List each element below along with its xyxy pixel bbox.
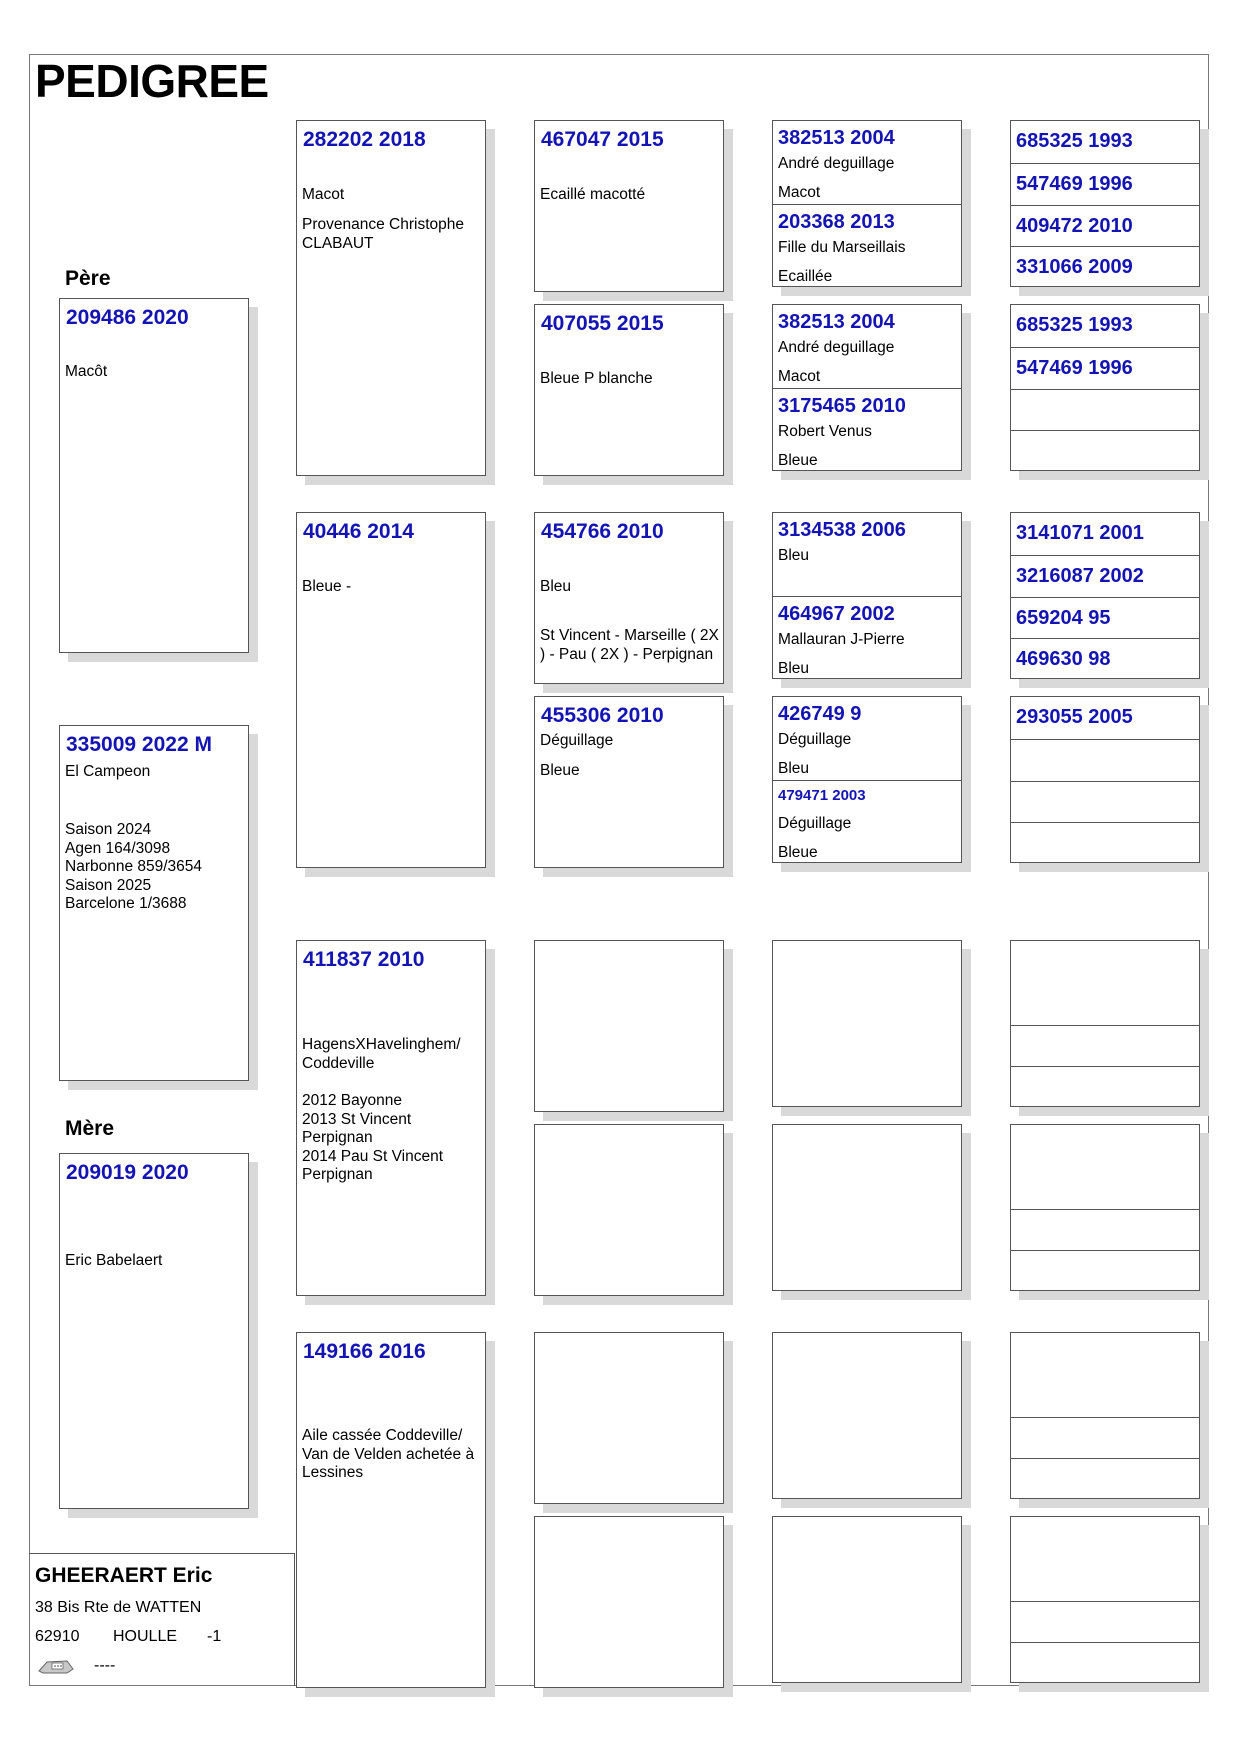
page-title: PEDIGREE [35, 55, 269, 107]
gen5-cell [1011, 1642, 1199, 1684]
gen5-cell [1011, 597, 1199, 639]
gen5-cell [1011, 822, 1199, 864]
gen5-cell [1011, 1250, 1199, 1292]
name: Macot [302, 186, 345, 203]
gen2-dam-dam [296, 1332, 486, 1688]
gen5-box [1010, 696, 1200, 863]
note-line: Agen 164/3098 [65, 839, 171, 857]
name: Bleue - [302, 578, 352, 595]
pere-label: Père [65, 267, 111, 290]
ring: 407055 2015 [541, 312, 664, 335]
gen3-empty-box [534, 1332, 724, 1504]
gen4-cell [773, 1600, 961, 1684]
gen4-cell [773, 1208, 961, 1292]
ring: 479471 2003 [778, 787, 866, 804]
notes: St Vincent - Marseille ( 2X ) - Pau ( 2X ) - Perpignan [540, 627, 719, 663]
name: Bleu [778, 547, 810, 564]
gen4-cell [773, 780, 961, 864]
note-line: 2013 St Vincent Perpignan [302, 1110, 412, 1147]
name: Aile cassée Coddeville/ Van de Velden achetée à Lessines [302, 1427, 475, 1482]
sire-card [59, 298, 249, 653]
ring: 382513 2004 [778, 127, 895, 149]
gen5-cell [1011, 121, 1199, 163]
color: Bleue [778, 844, 818, 861]
gen5-cell [1011, 1066, 1199, 1108]
gen5-cell [1011, 781, 1199, 823]
note-line: Saison 2025 [65, 876, 152, 894]
note-line: Barcelone 1/3688 [65, 895, 187, 913]
notes: Bleue [540, 762, 580, 779]
gen3-box [534, 512, 724, 684]
name: André deguillage [778, 339, 895, 356]
gen5-empty-box [1010, 940, 1200, 1107]
gen5-empty-box [1010, 1516, 1200, 1683]
ring: 409472 2010 [1016, 215, 1133, 237]
gen4-cell [773, 1416, 961, 1500]
gen5-cell [1011, 305, 1199, 347]
phone-icon [37, 1658, 75, 1674]
owner-postcode: 62910 [35, 1628, 80, 1645]
owner-name: GHEERAERT Eric [35, 1564, 213, 1587]
dam-card [59, 1153, 249, 1509]
gen4-empty-box [772, 1332, 962, 1499]
gen4-cell [773, 596, 961, 680]
gen4-cell [773, 697, 961, 780]
gen4-empty-box [772, 1516, 962, 1683]
gen5-cell [1011, 555, 1199, 597]
ring: 464967 2002 [778, 603, 895, 625]
gen2-sire-sire [296, 120, 486, 476]
ring: 3141071 2001 [1016, 522, 1144, 544]
gen5-cell [1011, 1559, 1199, 1601]
gen5-box [1010, 120, 1200, 287]
gen2-dam-sire [296, 940, 486, 1296]
gen4-cell [773, 121, 961, 204]
gen5-cell [1011, 513, 1199, 555]
gen5-cell [1011, 697, 1199, 739]
note-line: 2014 Pau St Vincent Perpignan [302, 1147, 444, 1184]
gen5-cell [1011, 1417, 1199, 1459]
gen4-cell [773, 305, 961, 388]
gen5-empty-box [1010, 1124, 1200, 1291]
dam-name: Eric Babelaert [65, 1252, 163, 1269]
ring: 547469 1996 [1016, 357, 1133, 379]
gen4-cell [773, 204, 961, 288]
gen5-box [1010, 304, 1200, 471]
color: Bleu [778, 660, 810, 677]
owner-block [29, 1553, 295, 1686]
color: Macot [778, 184, 821, 201]
gen5-cell [1011, 163, 1199, 205]
color: Bleu [778, 760, 810, 777]
gen5-cell [1011, 739, 1199, 781]
ring: 547469 1996 [1016, 173, 1133, 195]
gen3-empty-box [534, 1516, 724, 1688]
gen4-box [772, 696, 962, 863]
name: Ecaillé macotté [540, 186, 646, 203]
gen5-cell [1011, 638, 1199, 680]
ring: 293055 2005 [1016, 706, 1133, 728]
gen5-cell [1011, 246, 1199, 288]
gen5-box [1010, 512, 1200, 679]
gen5-empty-box [1010, 1332, 1200, 1499]
ring: 203368 2013 [778, 211, 895, 233]
gen4-cell [773, 1024, 961, 1108]
ring: 3216087 2002 [1016, 565, 1144, 587]
gen4-empty-box [772, 940, 962, 1107]
gen3-box [534, 304, 724, 476]
ring: 282202 2018 [303, 128, 426, 151]
gen3-empty-box [534, 1124, 724, 1296]
ring: 469630 98 [1016, 648, 1111, 670]
color: Ecaillée [778, 268, 833, 285]
ring: 331066 2009 [1016, 256, 1133, 278]
name: Fille du Marseillais [778, 239, 906, 256]
owner-suffix: -1 [207, 1628, 222, 1645]
gen5-cell [1011, 1458, 1199, 1500]
gen5-cell [1011, 347, 1199, 389]
owner-address: 38 Bis Rte de WATTEN [35, 1599, 202, 1616]
ring: 659204 95 [1016, 607, 1111, 629]
subject-ring: 335009 2022 M [66, 733, 212, 756]
note-line: 2012 Bayonne [302, 1092, 402, 1109]
subject-notes [65, 821, 244, 914]
ring: 3134538 2006 [778, 519, 906, 541]
gen4-cell [773, 513, 961, 596]
ring: 455306 2010 [541, 704, 664, 727]
owner-phone: ---- [94, 1657, 116, 1674]
gen5-cell [1011, 1375, 1199, 1417]
ring: 411837 2010 [303, 948, 425, 971]
gen5-cell [1011, 389, 1199, 431]
gen5-cell [1011, 430, 1199, 472]
sire-name: Macôt [65, 363, 108, 380]
note-line: Narbonne 859/3654 [65, 858, 203, 876]
gen3-box [534, 696, 724, 868]
mere-label: Mère [65, 1117, 115, 1140]
ring: 685325 1993 [1016, 130, 1133, 152]
gen5-cell [1011, 205, 1199, 247]
name: Bleu [540, 578, 572, 595]
subject-card [59, 725, 249, 1081]
name: Déguillage [778, 815, 852, 832]
gen5-cell [1011, 1601, 1199, 1643]
gen4-cell [773, 388, 961, 472]
name: André deguillage [778, 155, 895, 172]
gen4-box [772, 304, 962, 471]
name: HagensXHavelinghem/ Coddeville [302, 1036, 461, 1072]
ring: 426749 9 [778, 703, 862, 725]
ring: 454766 2010 [541, 520, 664, 543]
ring: 685325 1993 [1016, 314, 1133, 336]
name: Mallauran J-Pierre [778, 631, 905, 648]
notes [302, 1092, 481, 1185]
gen3-empty-box [534, 940, 724, 1112]
ring: 149166 2016 [303, 1340, 426, 1363]
gen3-box [534, 120, 724, 292]
gen4-empty-box [772, 1124, 962, 1291]
name: Bleue P blanche [540, 370, 653, 387]
name: Déguillage [540, 732, 614, 749]
sire-ring: 209486 2020 [66, 306, 189, 329]
gen2-sire-dam [296, 512, 486, 868]
ring: 40446 2014 [303, 520, 414, 543]
gen5-cell [1011, 1167, 1199, 1209]
gen4-box [772, 120, 962, 287]
owner-city: HOULLE [113, 1628, 178, 1645]
color: Bleue [778, 452, 818, 469]
color: Macot [778, 368, 821, 385]
gen5-cell [1011, 1209, 1199, 1251]
ring: 382513 2004 [778, 311, 895, 333]
gen5-cell [1011, 1025, 1199, 1067]
ring: 467047 2015 [541, 128, 664, 151]
note-line: Saison 2024 [65, 821, 152, 838]
gen4-box [772, 512, 962, 679]
dam-ring: 209019 2020 [66, 1161, 189, 1184]
name: Robert Venus [778, 423, 872, 440]
subject-name: El Campeon [65, 763, 151, 780]
gen5-cell [1011, 983, 1199, 1025]
name: Déguillage [778, 731, 852, 748]
ring: 3175465 2010 [778, 395, 906, 417]
notes: Provenance Christophe CLABAUT [302, 216, 464, 252]
